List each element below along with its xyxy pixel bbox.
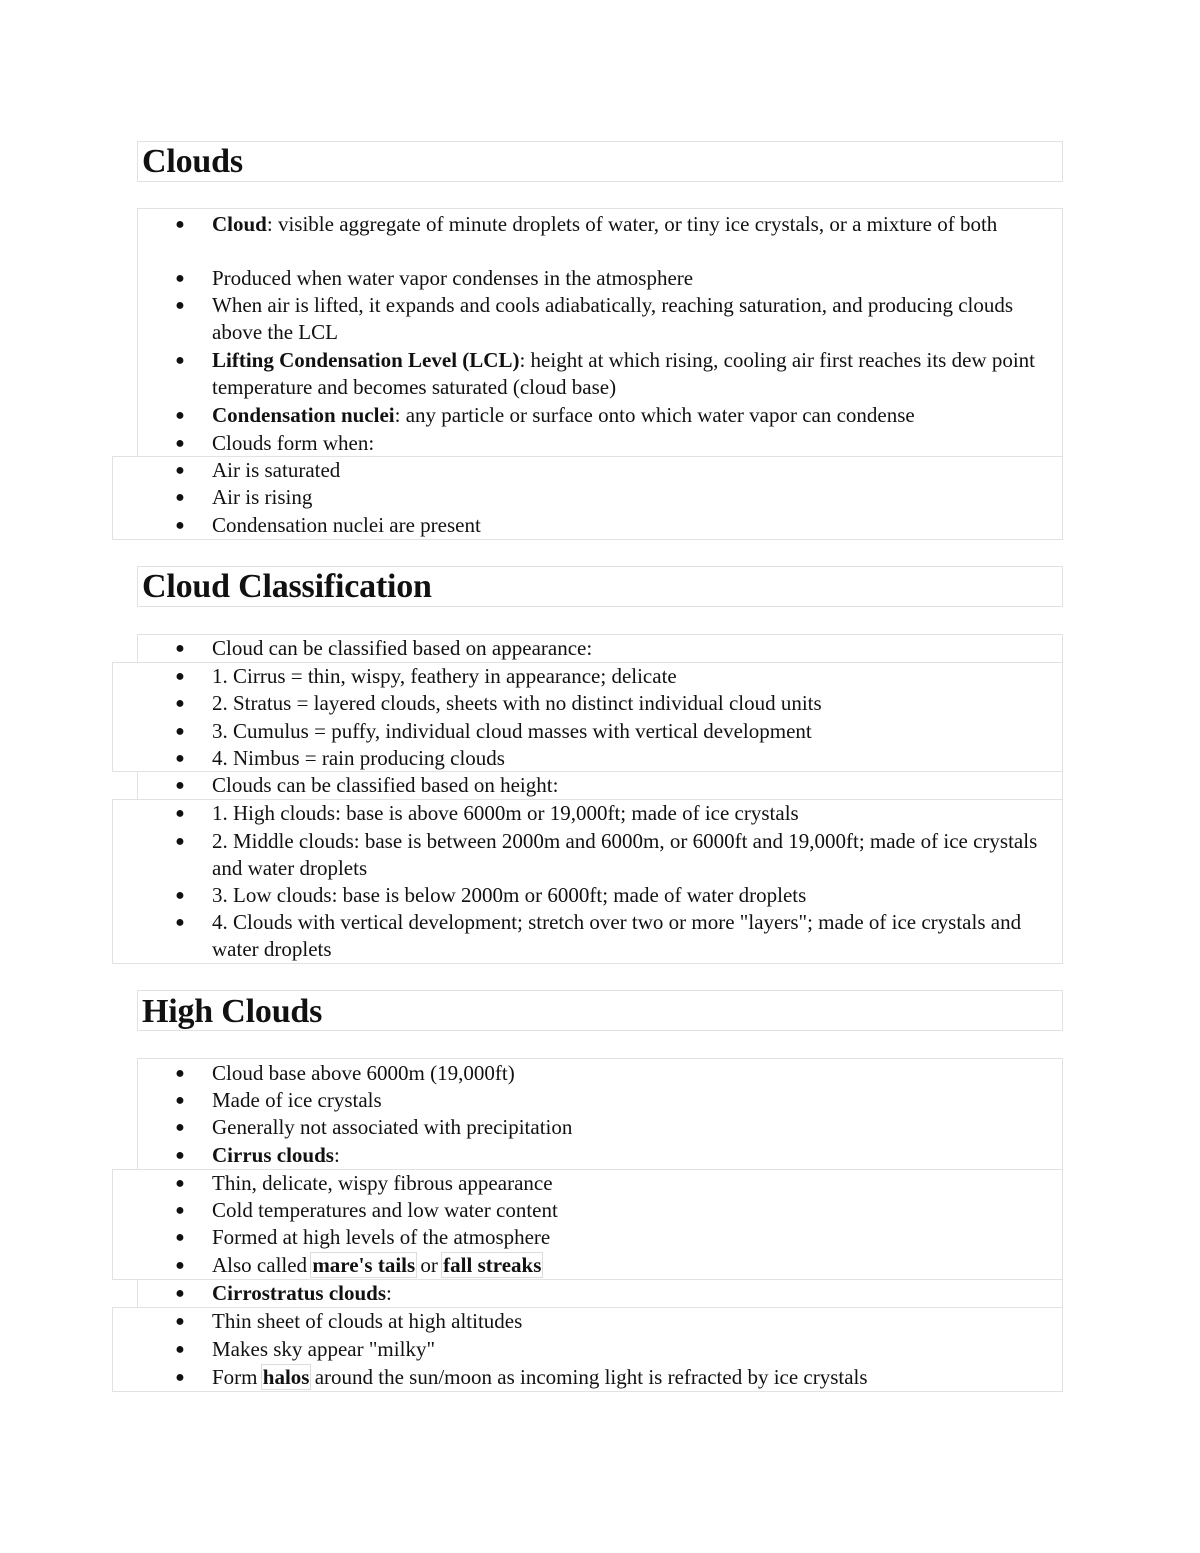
list-item: Thin sheet of clouds at high altitudes bbox=[212, 1309, 523, 1333]
term: Condensation nuclei bbox=[212, 403, 395, 427]
section-title-cloud-classification: Cloud Classification bbox=[142, 568, 432, 605]
bullet: ● bbox=[175, 1313, 185, 1330]
bullet: ● bbox=[175, 297, 185, 314]
bullet: ● bbox=[175, 887, 185, 904]
bullet: ● bbox=[175, 407, 185, 424]
bullet: ● bbox=[175, 489, 185, 506]
list-item: Generally not associated with precipitation bbox=[212, 1115, 573, 1139]
bullet: ● bbox=[175, 1175, 185, 1192]
list-item: Cirrostratus clouds: bbox=[212, 1281, 392, 1305]
bullet: ● bbox=[175, 1229, 185, 1246]
bullet: ● bbox=[175, 805, 185, 822]
bullet: ● bbox=[175, 1092, 185, 1109]
list-item: Clouds can be classified based on height: bbox=[212, 773, 559, 797]
list-item: Cold temperatures and low water content bbox=[212, 1198, 558, 1222]
term: Cirrus clouds bbox=[212, 1143, 334, 1167]
list-item: Condensation nuclei are present bbox=[212, 513, 481, 537]
term: mare's tails bbox=[312, 1253, 416, 1277]
list-item: 4. Nimbus = rain producing clouds bbox=[212, 746, 505, 770]
bullet: ● bbox=[175, 777, 185, 794]
term: Cirrostratus clouds bbox=[212, 1281, 387, 1305]
term: Lifting Condensation Level (LCL) bbox=[212, 348, 520, 372]
list-item: 3. Low clouds: base is below 2000m or 6000ft; made of water droplets bbox=[212, 883, 807, 907]
heading-box bbox=[137, 141, 1063, 182]
list-item: Condensation nuclei: any particle or surface onto which water vapor can condense bbox=[212, 403, 915, 427]
list-item: Cloud: visible aggregate of minute droplets of water, or tiny ice crystals, or a mixture of both bbox=[212, 212, 998, 236]
bullet: ● bbox=[175, 914, 185, 931]
bullet: ● bbox=[175, 435, 185, 452]
list-item: 2. Stratus = layered clouds, sheets with no distinct individual cloud units bbox=[212, 691, 822, 715]
list-item: Formed at high levels of the atmosphere bbox=[212, 1225, 551, 1249]
list-item: Makes sky appear "milky" bbox=[212, 1337, 436, 1361]
list-item: Cloud base above 6000m (19,000ft) bbox=[212, 1061, 515, 1085]
bullet: ● bbox=[175, 216, 185, 233]
list-item: Also called mare's tails or fall streaks bbox=[212, 1253, 542, 1277]
bullet: ● bbox=[175, 462, 185, 479]
list-item: Cirrus clouds: bbox=[212, 1143, 340, 1167]
bullet: ● bbox=[175, 517, 185, 534]
bullet: ● bbox=[175, 1065, 185, 1082]
bullet: ● bbox=[175, 750, 185, 767]
list-item: When air is lifted, it expands and cools adiabatically, reaching saturation, and producing clouds above the LCL bbox=[212, 293, 1014, 344]
list-item: Clouds form when: bbox=[212, 431, 375, 455]
list-item: 4. Clouds with vertical development; stretch over two or more "layers"; made of ice crystals and water droplets bbox=[212, 910, 1022, 961]
bullet: ● bbox=[175, 723, 185, 740]
bullet: ● bbox=[175, 1257, 185, 1274]
list-item: Form halos around the sun/moon as incoming light is refracted by ice crystals bbox=[212, 1365, 868, 1389]
bullet: ● bbox=[175, 270, 185, 287]
list-item: Air is saturated bbox=[212, 458, 341, 482]
bullet: ● bbox=[175, 1285, 185, 1302]
list-item: 3. Cumulus = puffy, individual cloud masses with vertical development bbox=[212, 719, 812, 743]
list-item: 1. Cirrus = thin, wispy, feathery in appearance; delicate bbox=[212, 664, 677, 688]
bullet: ● bbox=[175, 352, 185, 369]
list-item: Thin, delicate, wispy fibrous appearance bbox=[212, 1171, 553, 1195]
bullet: ● bbox=[175, 668, 185, 685]
list-item: Made of ice crystals bbox=[212, 1088, 382, 1112]
term: Cloud bbox=[212, 212, 267, 236]
list-item: 2. Middle clouds: base is between 2000m and 6000m, or 6000ft and 19,000ft; made of ice crystals and water droplets bbox=[212, 829, 1038, 880]
list-item: Cloud can be classified based on appearance: bbox=[212, 636, 593, 660]
bullet: ● bbox=[175, 1341, 185, 1358]
list-item: Lifting Condensation Level (LCL): height at which rising, cooling air first reaches its dew point temperature and becomes saturated (cloud base) bbox=[212, 348, 1035, 399]
bullet: ● bbox=[175, 640, 185, 657]
list-item: Produced when water vapor condenses in the atmosphere bbox=[212, 266, 694, 290]
bullet: ● bbox=[175, 1202, 185, 1219]
list-item: Air is rising bbox=[212, 485, 313, 509]
term: halos bbox=[262, 1365, 310, 1389]
bullet: ● bbox=[175, 1147, 185, 1164]
bullet: ● bbox=[175, 695, 185, 712]
bullet: ● bbox=[175, 833, 185, 850]
section-title-clouds: Clouds bbox=[142, 143, 243, 180]
bullet: ● bbox=[175, 1119, 185, 1136]
term: fall streaks bbox=[443, 1253, 542, 1277]
list-item: 1. High clouds: base is above 6000m or 19,000ft; made of ice crystals bbox=[212, 801, 799, 825]
section-title-high-clouds: High Clouds bbox=[142, 993, 323, 1030]
bullet: ● bbox=[175, 1369, 185, 1386]
